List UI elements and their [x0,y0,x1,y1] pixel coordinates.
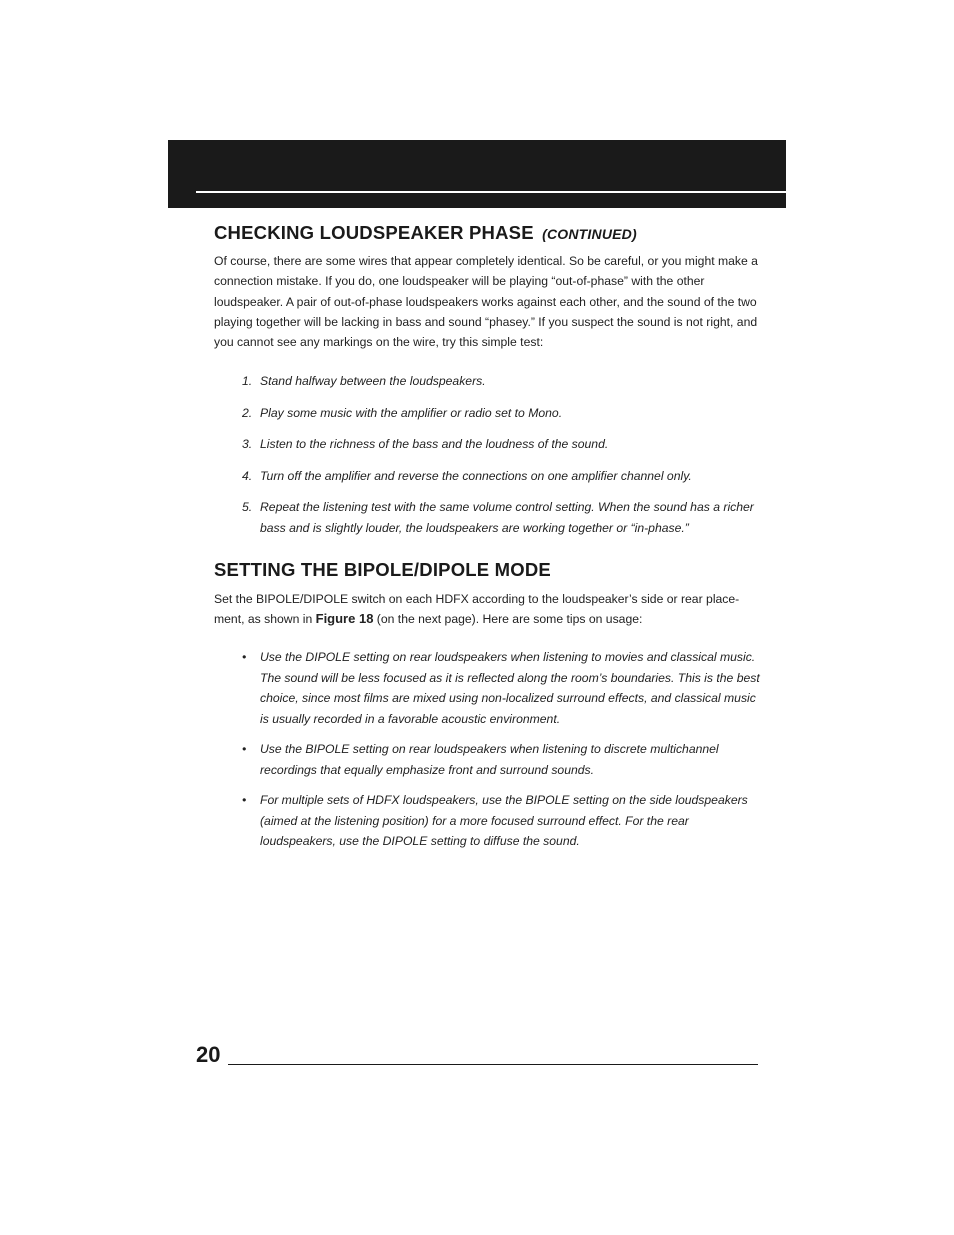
list-item [214,371,762,392]
figure-reference: Figure 18 [315,611,374,627]
step-number: 4. [242,468,253,483]
bullet-icon: • [242,793,247,807]
list-item [214,434,762,455]
section-title-phase-text: CHECKING LOUDSPEAKER PHASE [214,222,534,243]
tip-text: For multiple sets of HDFX loudspeakers, use the BIPOLE setting on the side loudspeakers (aimed at the listening position) for a more focused surround effect. For the rear loudspeakers, use the DIPOLE setting to diffuse the sound. [260,793,748,848]
bipole-intro-paragraph [214,589,762,630]
continued-label: (CONTINUED) [542,226,637,242]
section-title-phase [214,222,637,244]
step-number: 2. [242,405,253,420]
bipole-intro-text: Set the BIPOLE/DIPOLE switch on each HDFX according to the loudspeaker’s side or rear place-ment, as shown in [214,592,740,627]
bullet-icon: • [242,742,247,756]
phase-test-steps [214,371,762,538]
step-text: Turn off the amplifier and reverse the connections on one amplifier channel only. [260,468,692,483]
step-number: 1. [242,374,253,388]
step-text: Play some music with the amplifier or radio set to Mono. [260,405,563,420]
step-number: 3. [242,437,253,451]
phase-intro-paragraph: Of course, there are some wires that appear completely identical. So be careful, or you might make a connection mistake. If you do, one loudspeaker will be playing “out-of-phase” with the other loudspeaker. A pair of out-of-phase loudspeakers works against each other, and the sound of the two playing together will be lacking in bass and sound “phasey.” If you suspect the sound is not right, and you cannot see any markings on the wire, try this simple test: [214,254,758,350]
section-title-bipole: SETTING THE BIPOLE/DIPOLE MODE [214,559,551,580]
list-item [214,403,762,424]
list-item [214,790,762,852]
bullet-icon: • [242,650,247,664]
bipole-intro-text-end: (on the next page). Here are some tips on usage: [373,612,643,627]
step-number: 5. [242,500,253,514]
header-band [168,140,786,208]
step-text: Repeat the listening test with the same volume control setting. When the sound has a richer bass and is slightly louder, the loudspeakers are working together or “in-phase.” [260,500,754,535]
page-number: 20 [196,1042,221,1067]
list-item [214,497,762,538]
tip-text: Use the DIPOLE setting on rear loudspeakers when listening to movies and classical music. The sound will be less focused as it is reflected along the room’s boundaries. This is the best choice, since most films are mixed using non-localized surround effects, and classical music is usually recorded in a favorable acoustic environment. [260,650,760,726]
list-item [214,466,762,487]
list-item [214,647,762,729]
step-text: Listen to the richness of the bass and the loudness of the sound. [260,437,609,451]
footer-rule [228,1064,758,1065]
usage-tips [214,647,762,852]
list-item [214,739,762,780]
step-text: Stand halfway between the loudspeakers. [260,374,486,388]
tip-text: Use the BIPOLE setting on rear loudspeakers when listening to discrete multichannel recordings that equally emphasize front and surround sounds. [260,742,719,777]
header-rule [196,191,786,193]
